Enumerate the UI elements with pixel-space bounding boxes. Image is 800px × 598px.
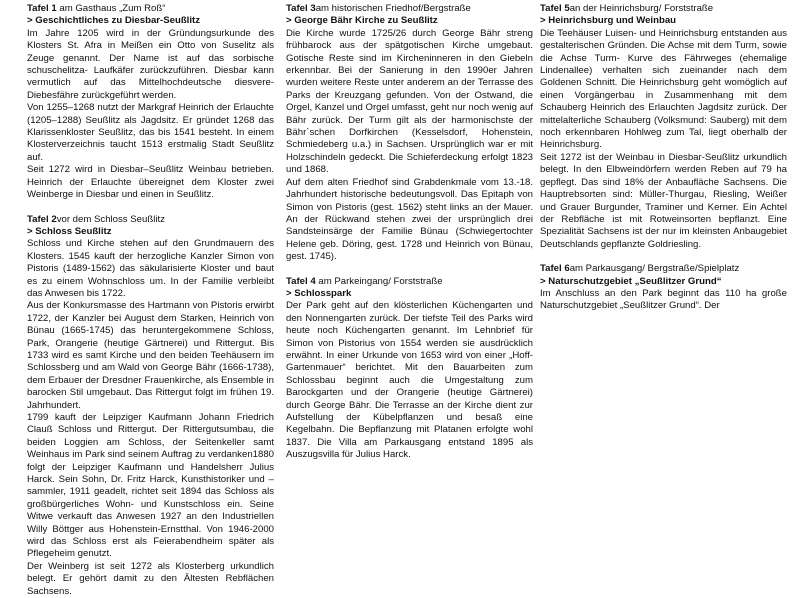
tafel-location: am historischen Friedhof/Bergstraße	[316, 3, 471, 14]
tafel-number: Tafel 1	[27, 3, 57, 14]
section-heading	[540, 3, 787, 15]
section-heading	[27, 3, 274, 15]
section-tafel-4	[286, 276, 533, 462]
paragraph: Seit 1272 ist der Weinbau in Diesbar-Seußlitz urkundlich belegt. In den Elbweindörfern werden Reben auf 79 ha gepflegt. Das sind 18% der Anbaufläche Sachsens. Die Hauptrebsorten sind: Müller-Thurgau, Riesling, Weißer und Grauer Burgunder, Traminer und Kerner. Ein Achtel der Rebfläche ist mit Rotweinsorten bepflanzt. Eine Spezialität Sachsens ist der nur im kleinsten Anbaugebiet Deutschlands gepflanzte Goldriesling.	[540, 152, 787, 251]
section-tafel-2	[27, 214, 274, 598]
text-column-3	[540, 3, 787, 563]
paragraph: Die Kirche wurde 1725/26 durch George Bähr streng frühbarock aus der spätgotischen Kirche umgebaut. Gotische Reste sind im Kircheninneren in den Giebeln erkennbar. Bei der Sanierung in den 1990er Jahren wurden weitere Reste unter anderem an der Terrasse des Parks der Kreuzgang gefunden. Von der Ostwand, die Orgel, Kanzel und Orgel umfasst, geht nur noch wenig auf Bähr zurück. Der Turm gilt als der harmonischste der Bähr`schen Dorfkirchen (Kesselsdorf, Hohenstein, Schmiedeberg u.a.) in Sachsen. Ursprünglich war er mit Holzschindeln gedeckt. Die Schieferdeckung erfolgt 1823 und 1868.	[286, 28, 533, 177]
paragraph: Der Weinberg ist seit 1272 als Klosterberg urkundlich belegt. Er gehört damit zu den Ältesten Rebflächen Sachsens.	[27, 561, 274, 598]
section-subtitle: > George Bähr Kirche zu Seußlitz	[286, 15, 533, 27]
tafel-number: Tafel 3	[286, 3, 316, 14]
paragraph: Aus der Konkursmasse des Hartmann von Pistoris erwirbt 1722, der Kanzler bei August dem Starken, Heinrich von Bünau (1665-1745) das heruntergekommene Schloss, Park, Orangerie (heutige Gärtnerei) und Rittergut. Bis 1733 wird es samt Kirche und den beiden Teehäusern im Schlossberg und am Wald von George Bähr (1666-1738), dem Erbauer der Dresdner Frauenkirche, als Ensemble in barocken Stil umgebaut. Das Rittergut folgt im frühen 19. Jahrhundert.	[27, 300, 274, 412]
section-heading	[286, 276, 533, 288]
tafel-number: Tafel 4	[286, 276, 316, 287]
paragraph: Seit 1272 wird in Diesbar–Seußlitz Weinbau betrieben. Heinrich der Erlauchte übereignet dem Kloster zwei Weinberge in Diesbar und einen in Seußlitz.	[27, 164, 274, 201]
tafel-location: am Gasthaus „Zum Roß“	[57, 3, 166, 14]
tafel-location: an der Heinrichsburg/ Forststraße	[570, 3, 713, 14]
paragraph: Im Anschluss an den Park beginnt das 110 ha große Naturschutzgebiet „Seußlitzer Grund“. Der	[540, 288, 787, 313]
section-subtitle: > Geschichtliches zu Diesbar-Seußlitz	[27, 15, 274, 27]
paragraph: Im Jahre 1205 wird in der Gründungsurkunde des Klosters St. Afra in Meißen ein Otto von Suselitz als Zeuge genannt. Der Name ist auf das sorbische schuschelitza- Laufkäfer zurückzuführen. Diesbar kann vermutlich auf das Mittelhochdeutsche diesvere- Diebesfähre zurückgeführt werden.	[27, 28, 274, 102]
section-subtitle: > Schlosspark	[286, 288, 533, 300]
paragraph: Schloss und Kirche stehen auf den Grundmauern des Klosters. 1545 kauft der herzogliche Kanzler Simon von Pistoris (1489-1562) das säkularisierte Kloster und baut es zu einem Wohnschloss um. In der Familie verbleibt das Anwesen bis 1722.	[27, 238, 274, 300]
paragraph: 1799 kauft der Leipziger Kaufmann Johann Friedrich Clauß Schloss und Rittergut. Der Rittergutsumbau, die beiden Loggien am Schloss, der Seitenkeller samt Weinhaus im Park sind seinem Auftrag zu verdanken1880 folgt der Leipziger Kaufmann und Handelsherr Julius Harck. Sein Sohn, Dr. Fritz Harck, Kunsthistoriker und –sammler, 1911 geadelt, richtet seit 1894 das Schloss als großbürgerliches Wohn- und Kunstschloss ein. Seine Witwe verkauft das Anwesen 1927 an den Industriellen Willy Böttger aus Hohenstein-Ernstthal. Von 1946-2000 wird das Schloss erst als Feierabendheim später als Pflegeheim genutzt.	[27, 412, 274, 561]
paragraph: Die Teehäuser Luisen- und Heinrichsburg entstanden aus gestalterischen Gründen. Die Achse mit dem Turm, sowie die Achse Turm- Kurve des Fährweges (ehemalige Lindenallee) verhalten sich zueinander nach dem Goldenen Schnitt. Die Heinrichsburg geht womöglich auf einen Vorgängerbau in Zusammenhang mit dem Schauberg Heinrich des Erlauchten Jagdsitz zurück. Der mittelalterliche Schauberg (Volksmund: Sauberg) mit dem noch erkennbaren Hohlweg zum Tal, liegt oberhalb der Heinrichsburg.	[540, 28, 787, 152]
section-subtitle: > Heinrichsburg und Weinbau	[540, 15, 787, 27]
paragraph: Auf dem alten Friedhof sind Grabdenkmale vom 13.-18. Jahrhundert historische bedeutungsvoll. Das Epitaph von Simon von Pistoris (gest. 1562) steht links an der Mauer. An der Rückwand stehen zwei der ursprünglich drei Sandsteinsärge der Familie Bünau (Schwiegertochter Helene geb. Döring, gest. 1728 und Heinrich von Bünau, gest. 1745).	[286, 177, 533, 264]
section-tafel-3	[286, 3, 533, 264]
tafel-number: Tafel 2	[27, 214, 57, 225]
text-column-1	[27, 3, 274, 563]
tafel-location: am Parkeingang/ Forststraße	[316, 276, 443, 287]
section-subtitle: > Schloss Seußlitz	[27, 226, 274, 238]
section-heading	[286, 3, 533, 15]
tafel-number: Tafel 6	[540, 263, 570, 274]
text-column-2	[286, 3, 533, 563]
section-heading	[540, 263, 787, 275]
section-tafel-6	[540, 263, 787, 313]
tafel-location: vor dem Schloss Seußlitz	[57, 214, 165, 225]
paragraph: Der Park geht auf den klösterlichen Küchengarten und den Nonnengarten zurück. Der tiefste Teil des Parks wird heute noch Küchengarten genannt. Im Lehnbrief für Simon von Pistorius von 1554 werden sie ausdrücklich erwähnt. In einer Urkunde von 1653 wird von einer „Hoff-Gartenmauer“ berichtet. Mit den Bauarbeiten zum Schlossbau beginnt auch die Umgestaltung zum Barockgarten und der Orangerie (heutige Gärtnerei) durch George Bähr. Die Terrasse an der Kirche dient zur Aufstellung der Kübelpflanzen und besaß eine Kegelbahn. Die Bepflanzung mit Platanen erfolgte wohl 1837. Die Villa am Parkausgang entstand 1895 als Auszugsvilla für Julius Harck.	[286, 300, 533, 461]
tafel-location: am Parkausgang/ Bergstraße/Spielplatz	[570, 263, 740, 274]
section-heading	[27, 214, 274, 226]
paragraph: Von 1255–1268 nutzt der Markgraf Heinrich der Erlauchte (1205–1288) Seußlitz als Jagdsitz. Er gründet 1268 das Klarissenkloster Seußlitz, das bis 1541 besteht. In einem Klosterverzeichnis taucht 1513 erstmalig Stadt Seußlitz auf.	[27, 102, 274, 164]
tafel-number: Tafel 5	[540, 3, 570, 14]
section-tafel-1	[27, 3, 274, 202]
section-subtitle: > Naturschutzgebiet „Seußlitzer Grund“	[540, 276, 787, 288]
section-tafel-5	[540, 3, 787, 251]
